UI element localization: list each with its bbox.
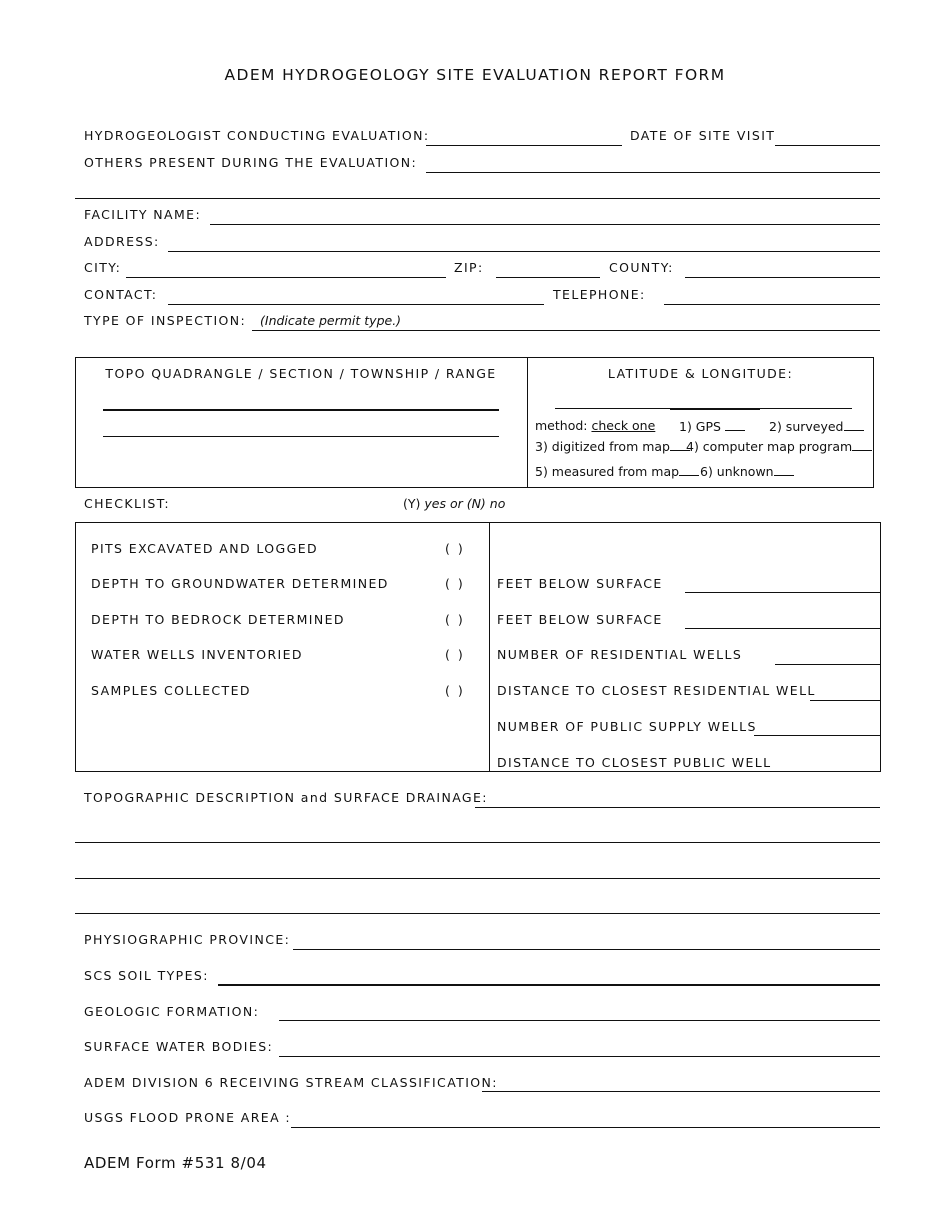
soil-types-label: SCS SOIL TYPES: (84, 968, 209, 983)
zip-input[interactable] (496, 259, 600, 278)
facility-name-label: FACILITY NAME: (84, 207, 202, 222)
topo-input-2[interactable] (103, 418, 499, 437)
county-label: COUNTY: (609, 260, 674, 275)
hydrogeologist-input[interactable] (426, 127, 622, 146)
closest-residential-well-label: DISTANCE TO CLOSEST RESIDENTIAL WELL (497, 683, 816, 698)
longitude-input[interactable] (760, 390, 852, 409)
flood-prone-area-input[interactable] (291, 1109, 880, 1128)
latlong-label: LATITUDE & LONGITUDE: (607, 366, 794, 381)
measured-blank[interactable] (679, 463, 699, 476)
latitude-longitude-separator[interactable] (670, 390, 760, 410)
unknown-blank[interactable] (774, 463, 794, 476)
checklist-item: PITS EXCAVATED AND LOGGED (91, 541, 319, 556)
method-measured-option[interactable]: 5) measured from map (535, 463, 699, 480)
form-title: ADEM HYDROGEOLOGY SITE EVALUATION REPORT FORM (224, 66, 726, 84)
computer-blank[interactable] (852, 438, 872, 451)
checklist-answer-box[interactable]: ( ) (445, 541, 465, 556)
checklist-item: WATER WELLS INVENTORIED (91, 647, 303, 662)
gps-blank[interactable] (725, 418, 745, 431)
topographic-description-line-3[interactable] (75, 860, 880, 879)
method-surveyed-option[interactable]: 2) surveyed (769, 418, 864, 435)
stream-classification-label: ADEM DIVISION 6 RECEIVING STREAM CLASSIFICATION: (84, 1075, 498, 1090)
address-label: ADDRESS: (84, 234, 160, 249)
checklist-answer-box[interactable]: ( ) (445, 612, 465, 627)
date-label: DATE OF SITE VISIT (630, 128, 776, 143)
checklist-legend: (Y) yes or (N) no (403, 496, 506, 511)
method-row-1 (535, 418, 655, 434)
section-divider (75, 198, 880, 199)
physiographic-province-input[interactable] (293, 931, 880, 950)
contact-input[interactable] (168, 286, 544, 305)
bedrock-depth-label: FEET BELOW SURFACE (497, 612, 663, 627)
telephone-input[interactable] (664, 286, 880, 305)
method-unknown-option[interactable]: 6) unknown (700, 463, 794, 480)
bedrock-depth-input[interactable] (685, 610, 880, 629)
topographic-description-input[interactable] (475, 789, 880, 808)
city-input[interactable] (126, 259, 446, 278)
public-supply-wells-input[interactable] (754, 717, 880, 736)
checklist-item: DEPTH TO BEDROCK DETERMINED (91, 612, 345, 627)
telephone-label: TELEPHONE: (553, 287, 646, 302)
topo-label: TOPO QUADRANGLE / SECTION / TOWNSHIP / RANGE (105, 366, 497, 381)
checklist-answer-box[interactable]: ( ) (445, 576, 465, 591)
date-of-site-visit-input[interactable] (775, 127, 880, 146)
checklist-label: CHECKLIST: (84, 496, 171, 511)
inspection-type-label: TYPE OF INSPECTION: (84, 313, 247, 328)
facility-name-input[interactable] (210, 206, 880, 225)
closest-residential-well-input[interactable] (810, 682, 880, 701)
public-supply-wells-label: NUMBER OF PUBLIC SUPPLY WELLS (497, 719, 757, 734)
topographic-description-label: TOPOGRAPHIC DESCRIPTION and SURFACE DRAINAGE: (84, 790, 488, 805)
method-digitized-option[interactable]: 3) digitized from map (535, 438, 690, 455)
form-footer: ADEM Form #531 8/04 (84, 1154, 267, 1172)
checklist-box-divider (489, 522, 490, 771)
closest-public-well-label: DISTANCE TO CLOSEST PUBLIC WELL (497, 755, 772, 770)
topographic-description-line-4[interactable] (75, 895, 880, 914)
checklist-answer-box[interactable]: ( ) (445, 683, 465, 698)
topographic-description-line-2[interactable] (75, 824, 880, 843)
address-input[interactable] (168, 233, 880, 252)
method-prefix: method: (535, 418, 588, 433)
surveyed-blank[interactable] (844, 418, 864, 431)
others-present-input[interactable] (426, 154, 880, 173)
residential-wells-label: NUMBER OF RESIDENTIAL WELLS (497, 647, 743, 662)
hydrogeologist-label: HYDROGEOLOGIST CONDUCTING EVALUATION: (84, 128, 430, 143)
contact-label: CONTACT: (84, 287, 158, 302)
groundwater-depth-input[interactable] (685, 574, 880, 593)
inspection-type-input[interactable] (252, 312, 880, 331)
flood-prone-area-label: USGS FLOOD PRONE AREA : (84, 1110, 292, 1125)
inspection-type-hint: (Indicate permit type.) (260, 313, 402, 328)
surface-water-bodies-label: SURFACE WATER BODIES: (84, 1039, 274, 1054)
soil-types-input[interactable] (218, 966, 880, 986)
method-computer-option[interactable]: 4) computer map program (686, 438, 872, 455)
checklist-item: SAMPLES COLLECTED (91, 683, 251, 698)
others-present-label: OTHERS PRESENT DURING THE EVALUATION: (84, 155, 418, 170)
topo-input-1[interactable] (103, 391, 499, 411)
physiographic-province-label: PHYSIOGRAPHIC PROVINCE: (84, 932, 291, 947)
geologic-formation-label: GEOLOGIC FORMATION: (84, 1004, 260, 1019)
method-gps-option[interactable]: 1) GPS (679, 418, 745, 435)
city-label: CITY: (84, 260, 122, 275)
surface-water-bodies-input[interactable] (279, 1038, 880, 1057)
checklist-item: DEPTH TO GROUNDWATER DETERMINED (91, 576, 389, 591)
method-check-one: check one (591, 418, 656, 433)
latitude-input[interactable] (555, 390, 670, 409)
geologic-formation-input[interactable] (279, 1002, 880, 1021)
county-input[interactable] (685, 259, 880, 278)
checklist-answer-box[interactable]: ( ) (445, 647, 465, 662)
stream-classification-input[interactable] (482, 1073, 880, 1092)
zip-label: ZIP: (454, 260, 484, 275)
residential-wells-input[interactable] (775, 646, 880, 665)
groundwater-depth-label: FEET BELOW SURFACE (497, 576, 663, 591)
